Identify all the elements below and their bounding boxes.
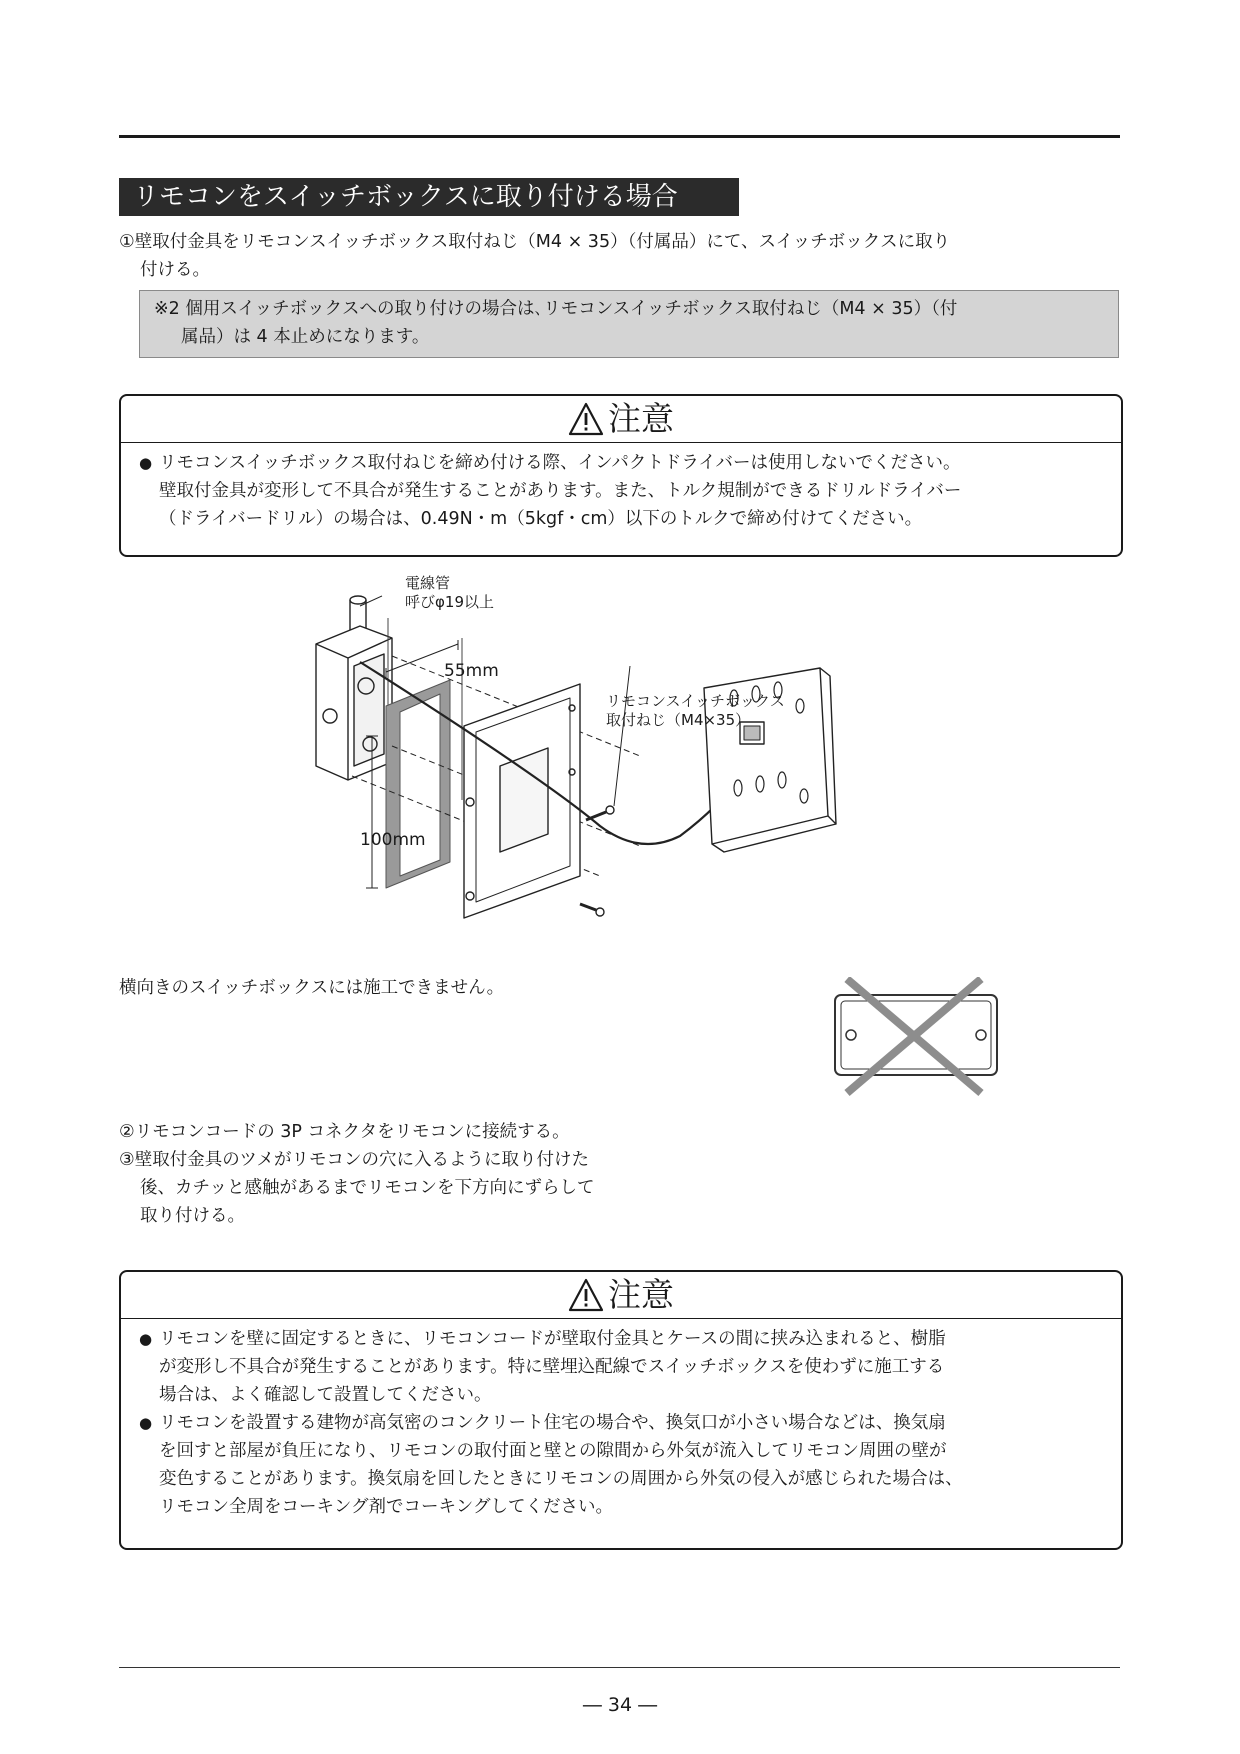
caution-title: 注意 <box>608 1275 674 1314</box>
screw-label-line-2: 取付ねじ（M4×35） <box>606 711 751 729</box>
warning-triangle-icon <box>568 402 604 436</box>
bullet-icon: ● <box>139 1414 153 1432</box>
caution-body <box>121 443 1121 533</box>
bullet-icon: ● <box>139 1330 153 1348</box>
note-box <box>139 290 1119 358</box>
caution-title: 注意 <box>608 399 674 438</box>
step-2: ②リモコンコードの 3P コネクタをリモコンに接続する。 <box>119 1122 570 1142</box>
caution-body <box>121 1319 1121 1521</box>
caution-line: が変形し不具合が発生することがあります。特に壁埋込配線でスイッチボックスを使わずに施工する <box>159 1357 945 1377</box>
step-1-line-2: 付ける。 <box>140 260 210 280</box>
bottom-rule <box>119 1667 1120 1668</box>
caution-line: リモコンスイッチボックス取付ねじを締め付ける際、インパクトドライバーは使用しないでください。 <box>159 453 961 473</box>
caution-line: リモコン全周をコーキング剤でコーキングしてください。 <box>159 1497 613 1517</box>
screw-label <box>606 692 785 730</box>
top-rule <box>119 135 1120 138</box>
section-heading: リモコンをスイッチボックスに取り付ける場合 <box>119 178 739 216</box>
steps-2-3 <box>119 1118 594 1230</box>
caution-header <box>121 396 1121 443</box>
sideways-box-note: 横向きのスイッチボックスには施工できません。 <box>119 978 505 998</box>
caution-line: 場合は、よく確認して設置してください。 <box>159 1385 492 1405</box>
crossed-out-horizontal-box <box>825 977 1005 1097</box>
step-3-line-3: 取り付ける。 <box>140 1206 245 1226</box>
height-dimension-label: 100mm <box>360 830 426 850</box>
step-3-line-2: 後、カチッと感触があるまでリモコンを下方向にずらして <box>140 1178 595 1198</box>
caution-box-1 <box>119 394 1123 557</box>
caution-line: 変色することがあります。換気扇を回したときにリモコンの周囲から外気の侵入が感じられた場合は、 <box>159 1469 963 1489</box>
step-1-line-1: ①壁取付金具をリモコンスイッチボックス取付ねじ（M4 × 35）（付属品）にて、スイッチボックスに取り <box>119 232 951 252</box>
width-dimension-label: 55mm <box>444 661 499 681</box>
screw-label-line-1: リモコンスイッチボックス <box>606 692 785 710</box>
installation-diagram <box>300 576 940 946</box>
step-3-line-1: ③壁取付金具のツメがリモコンの穴に入るように取り付けた <box>119 1150 589 1170</box>
warning-triangle-icon <box>568 1278 604 1312</box>
caution-line: を回すと部屋が負圧になり、リモコンの取付面と壁との隙間から外気が流入してリモコン周囲の壁が <box>159 1441 947 1461</box>
conduit-label-line-1: 電線管 <box>405 574 451 592</box>
caution-bullet <box>139 1325 1105 1409</box>
note-line-2: 属品）は 4 本止めになります。 <box>181 327 430 347</box>
note-line-1: ※2 個用スイッチボックスへの取り付けの場合は､リモコンスイッチボックス取付ねじ（M4 × 35）（付 <box>154 299 958 319</box>
caution-header <box>121 1272 1121 1319</box>
caution-line: リモコンを壁に固定するときに、リモコンコードが壁取付金具とケースの間に挟み込まれると、樹脂 <box>159 1329 946 1349</box>
step-1 <box>119 228 1119 284</box>
caution-line: リモコンを設置する建物が高気密のコンクリート住宅の場合や、換気口が小さい場合などは、換気扇 <box>159 1413 946 1433</box>
caution-box-2 <box>119 1270 1123 1550</box>
conduit-label-line-2: 呼びφ19以上 <box>405 593 494 611</box>
caution-line: 壁取付金具が変形して不具合が発生することがあります。また、トルク規制ができるドリルドライバー <box>159 481 962 501</box>
caution-line: （ドライバードリル）の場合は、0.49N・m（5kgf・cm）以下のトルクで締め付けてください。 <box>159 509 923 529</box>
bullet-icon: ● <box>139 454 153 472</box>
page-number: ― 34 ― <box>582 1694 658 1716</box>
installation-drawing <box>300 576 940 946</box>
caution-bullet <box>139 1409 1105 1521</box>
caution-bullet <box>139 449 1105 533</box>
conduit-label <box>405 574 494 612</box>
